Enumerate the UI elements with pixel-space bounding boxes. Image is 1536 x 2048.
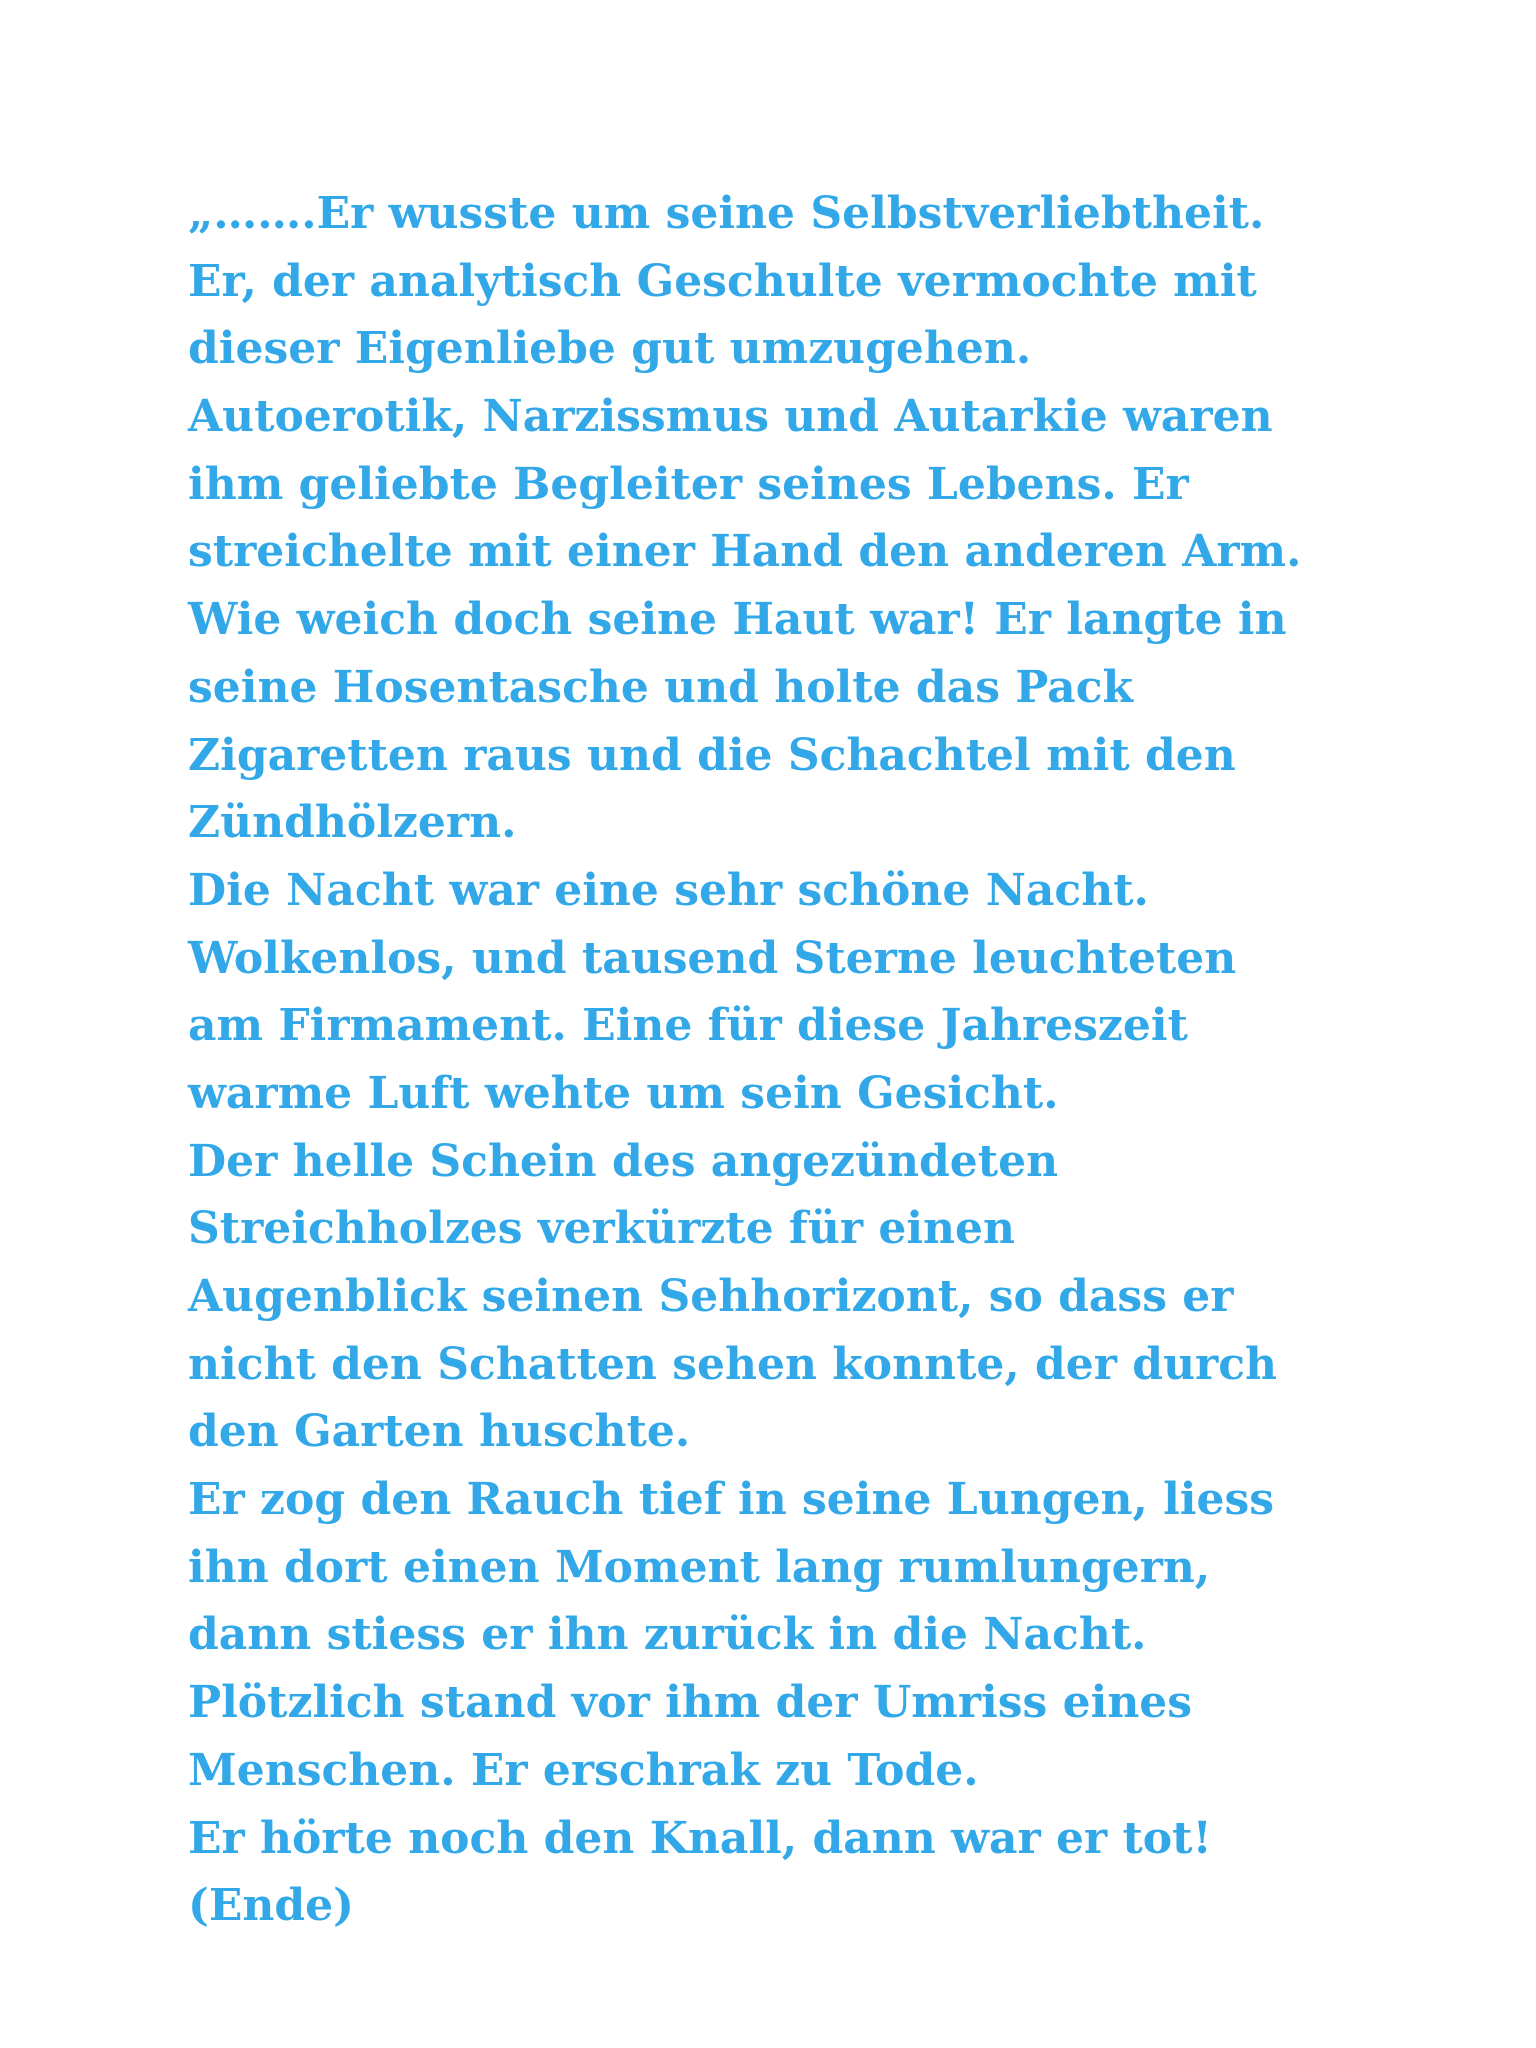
text-line: „…….Er wusste um seine Selbstverliebtheit. xyxy=(188,188,1265,239)
text-line: Der helle Schein des angezündeten xyxy=(188,1135,1059,1187)
text-line: warme Luft wehte um sein Gesicht. xyxy=(188,1067,1059,1119)
text-line: dann stiess er ihn zurück in die Nacht. xyxy=(188,1609,1147,1661)
text-line: dieser Eigenliebe gut umzugehen. xyxy=(188,323,1032,375)
text-line: Er, der analytisch Geschulte vermochte mit xyxy=(188,255,1257,307)
text-line: den Garten huschte. xyxy=(188,1406,691,1458)
text-line: ihm geliebte Begleiter seines Lebens. Er xyxy=(188,458,1189,510)
text-line: Plötzlich stand vor ihm der Umriss eines xyxy=(188,1677,1193,1729)
text-line: (Ende) xyxy=(188,1880,354,1932)
text-line: Die Nacht war eine sehr schöne Nacht. xyxy=(188,864,1149,916)
text-line: Zündhölzern. xyxy=(188,797,517,849)
text-line: am Firmament. Eine für diese Jahreszeit xyxy=(188,1000,1188,1052)
text-line: Zigaretten raus und die Schachtel mit den xyxy=(188,729,1236,781)
text-line: Wie weich doch seine Haut war! Er langte in xyxy=(188,594,1287,646)
text-line: Autoerotik, Narzissmus und Autarkie waren xyxy=(188,391,1273,443)
text-line: Er zog den Rauch tief in seine Lungen, liess xyxy=(188,1474,1275,1526)
text-line: seine Hosentasche und holte das Pack xyxy=(188,661,1133,713)
text-line: Augenblick seinen Sehhorizont, so dass er xyxy=(188,1271,1234,1322)
text-line: Wolkenlos, und tausend Sterne leuchteten xyxy=(188,932,1237,984)
text-line: ihn dort einen Moment lang rumlungern, xyxy=(188,1541,1211,1593)
text-line: Er hörte noch den Knall, dann war er tot! xyxy=(188,1812,1212,1864)
text-line: streichelte mit einer Hand den anderen Arm. xyxy=(188,526,1302,578)
story-text xyxy=(188,180,1488,1940)
text-line: Streichholzes verkürzte für einen xyxy=(188,1203,1016,1255)
text-line: Menschen. Er erschrak zu Tode. xyxy=(188,1744,979,1796)
text-line: nicht den Schatten sehen konnte, der durch xyxy=(188,1338,1278,1390)
